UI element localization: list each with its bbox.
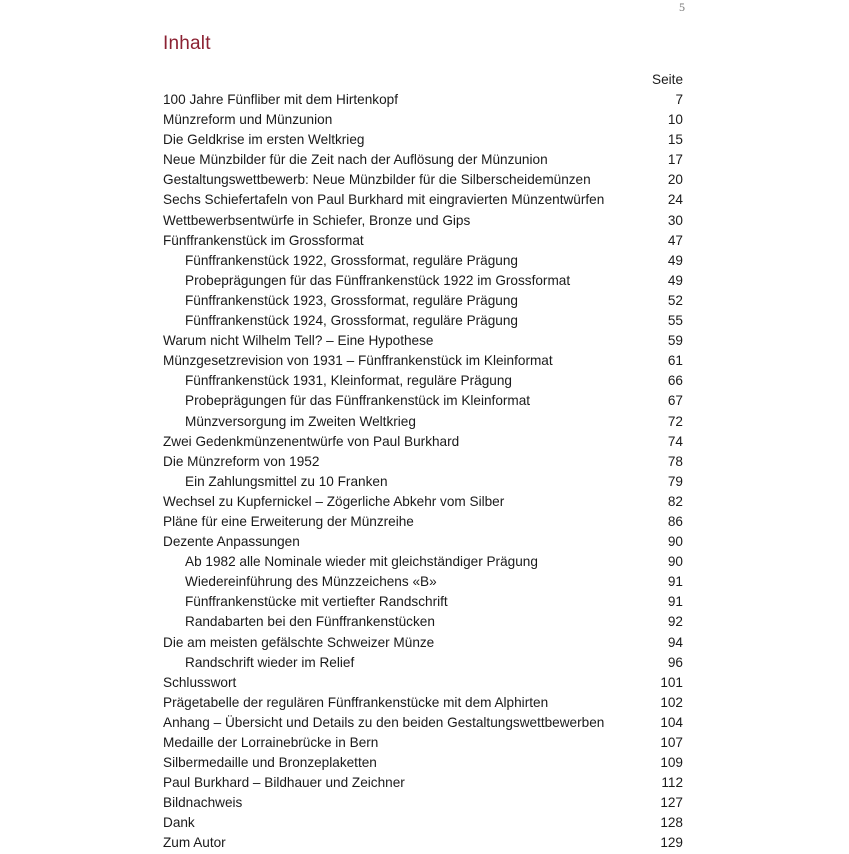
toc-entry-page: 24 — [667, 192, 683, 208]
page-title: Inhalt — [163, 33, 211, 54]
toc-entry — [163, 90, 683, 110]
toc-entry — [163, 673, 683, 693]
toc-entry — [163, 552, 683, 572]
toc-entry — [163, 492, 683, 512]
toc-entry — [163, 793, 683, 813]
toc-entry-title: Die am meisten gefälschte Schweizer Münze — [163, 634, 435, 650]
toc-entry-page: 109 — [660, 755, 683, 771]
toc-entry — [163, 633, 683, 653]
toc-entry-page: 74 — [667, 433, 683, 449]
toc-entry — [163, 753, 683, 773]
toc-entry-title: Wechsel zu Kupfernickel – Zögerliche Abkehr vom Silber — [163, 493, 505, 509]
toc-entry-page: 101 — [660, 674, 683, 690]
toc-entry-page: 91 — [667, 574, 683, 590]
toc-entry-title: Anhang – Übersicht und Details zu den beiden Gestaltungswettbewerben — [163, 714, 605, 730]
toc-entry-title: Fünffrankenstück im Grossformat — [163, 232, 364, 248]
toc-entry-page: 10 — [667, 112, 683, 128]
toc-entry-title: Münzgesetzrevision von 1931 – Fünffrankenstück im Kleinformat — [163, 353, 553, 369]
toc-entry-title: Fünffrankenstücke mit vertiefter Randschrift — [185, 594, 448, 610]
toc-entry-page: 102 — [660, 694, 683, 710]
toc-entry-title: Schlusswort — [163, 674, 237, 690]
toc-entry — [163, 251, 683, 271]
toc-entry-title: Die Geldkrise im ersten Weltkrieg — [163, 132, 365, 148]
toc-entry — [163, 432, 683, 452]
toc-entry-page: 90 — [667, 534, 683, 550]
toc-entry-page: 72 — [667, 413, 683, 429]
toc-entry — [163, 150, 683, 170]
toc-entry — [163, 190, 683, 210]
toc-entry-page: 90 — [667, 554, 683, 570]
toc-entry-page: 92 — [667, 614, 683, 630]
toc-entry — [163, 351, 683, 371]
toc-entry-title: Pläne für eine Erweiterung der Münzreihe — [163, 513, 414, 529]
toc-entry-page: 47 — [667, 232, 683, 248]
toc-entry-title: Münzreform und Münzunion — [163, 112, 333, 128]
toc-entry — [163, 331, 683, 351]
toc-entry-title: Wettbewerbsentwürfe in Schiefer, Bronze und Gips — [163, 212, 471, 228]
page-column-header: Seite — [652, 72, 683, 87]
toc-entry-title: Randabarten bei den Fünffrankenstücken — [185, 614, 435, 630]
toc-entry-page: 55 — [667, 313, 683, 329]
toc-entry-page: 127 — [660, 795, 683, 811]
toc-entry-page: 30 — [667, 212, 683, 228]
toc-entry-title: Zum Autor — [163, 835, 226, 851]
toc-entry-title: Dank — [163, 815, 195, 831]
toc-entry-title: Münzversorgung im Zweiten Weltkrieg — [185, 413, 416, 429]
toc-entry-title: Fünffrankenstück 1922, Grossformat, reguläre Prägung — [185, 252, 518, 268]
toc-entry-title: Silbermedaille und Bronzeplaketten — [163, 755, 377, 771]
toc-entry — [163, 512, 683, 532]
toc-entry — [163, 291, 683, 311]
toc-entry-page: 17 — [667, 152, 683, 168]
toc-entry-page: 91 — [667, 594, 683, 610]
toc-entry-page: 52 — [667, 292, 683, 308]
toc-entry-title: Warum nicht Wilhelm Tell? – Eine Hypothese — [163, 333, 434, 349]
toc-entry-page: 86 — [667, 513, 683, 529]
toc-entry — [163, 733, 683, 753]
toc-entry — [163, 833, 683, 853]
page-number: 5 — [679, 0, 685, 14]
toc-entry-title: Fünffrankenstück 1923, Grossformat, reguläre Prägung — [185, 292, 518, 308]
toc-entry — [163, 592, 683, 612]
toc-entry-title: Prägetabelle der regulären Fünffrankenstücke mit dem Alphirten — [163, 694, 549, 710]
toc-entry — [163, 231, 683, 251]
toc-entry-title: 100 Jahre Fünfliber mit dem Hirtenkopf — [163, 92, 398, 107]
toc-entry — [163, 170, 683, 190]
toc-entry-page: 7 — [675, 92, 683, 107]
toc-entry — [163, 472, 683, 492]
toc-entry-title: Probeprägungen für das Fünffrankenstück 1922 im Grossformat — [185, 272, 571, 288]
toc-entry — [163, 713, 683, 733]
toc-entry-title: Bildnachweis — [163, 795, 243, 811]
toc-entry-page: 49 — [667, 252, 683, 268]
toc-entry — [163, 211, 683, 231]
toc-entry-title: Wiedereinführung des Münzzeichens «B» — [185, 574, 437, 590]
toc-entry-page: 96 — [667, 654, 683, 670]
toc-entry — [163, 391, 683, 411]
toc-entry-title: Fünffrankenstück 1924, Grossformat, reguläre Prägung — [185, 313, 518, 329]
toc-entry — [163, 412, 683, 432]
toc-entry-title: Die Münzreform von 1952 — [163, 453, 320, 469]
toc-entry-page: 107 — [660, 735, 683, 750]
toc-entry-title: Randschrift wieder im Relief — [185, 654, 355, 670]
toc-entry — [163, 110, 683, 130]
toc-entry — [163, 813, 683, 833]
toc-entry-page: 49 — [667, 272, 683, 288]
toc-entry-page: 128 — [660, 815, 683, 831]
toc-entry — [163, 271, 683, 291]
toc-entry-page: 104 — [660, 714, 683, 730]
toc-entry-page: 20 — [667, 172, 683, 188]
toc-entry-page: 82 — [667, 493, 683, 509]
toc-entry — [163, 653, 683, 673]
toc-entry — [163, 371, 683, 391]
toc-entry-title: Fünffrankenstück 1931, Kleinformat, reguläre Prägung — [185, 373, 512, 389]
toc-entry-title: Sechs Schiefertafeln von Paul Burkhard mit eingravierten Münzentwürfen — [163, 192, 605, 208]
toc-entry — [163, 773, 683, 793]
toc-entry-page: 59 — [667, 333, 683, 349]
toc-entry-page: 94 — [667, 634, 683, 650]
toc-entry — [163, 693, 683, 713]
toc-entry-page: 15 — [667, 132, 683, 148]
toc-entry-page: 112 — [661, 775, 683, 791]
toc-entry-page: 61 — [667, 353, 683, 369]
toc-entry — [163, 452, 683, 472]
toc-entry-page: 66 — [667, 373, 683, 389]
toc-entry-title: Medaille der Lorrainebrücke in Bern — [163, 735, 379, 750]
toc-entry — [163, 130, 683, 150]
toc-entry — [163, 311, 683, 331]
toc-entry-title: Gestaltungswettbewerb: Neue Münzbilder für die Silberscheidemünzen — [163, 172, 591, 188]
toc-entry-page: 67 — [667, 393, 683, 409]
toc-entry — [163, 532, 683, 552]
toc-entry-title: Dezente Anpassungen — [163, 534, 300, 550]
toc-entry — [163, 612, 683, 632]
toc-entry-title: Neue Münzbilder für die Zeit nach der Auflösung der Münzunion — [163, 152, 548, 168]
table-of-contents — [163, 90, 683, 854]
toc-entry-title: Probeprägungen für das Fünffrankenstück im Kleinformat — [185, 393, 531, 409]
toc-entry-page: 79 — [667, 473, 683, 489]
toc-entry-title: Paul Burkhard – Bildhauer und Zeichner — [163, 775, 405, 791]
toc-entry-page: 78 — [667, 453, 683, 469]
toc-entry-page: 129 — [660, 835, 683, 851]
toc-entry — [163, 572, 683, 592]
toc-entry-title: Zwei Gedenkmünzenentwürfe von Paul Burkhard — [163, 433, 460, 449]
toc-entry-title: Ein Zahlungsmittel zu 10 Franken — [185, 473, 388, 489]
toc-entry-title: Ab 1982 alle Nominale wieder mit gleichständiger Prägung — [185, 554, 538, 570]
